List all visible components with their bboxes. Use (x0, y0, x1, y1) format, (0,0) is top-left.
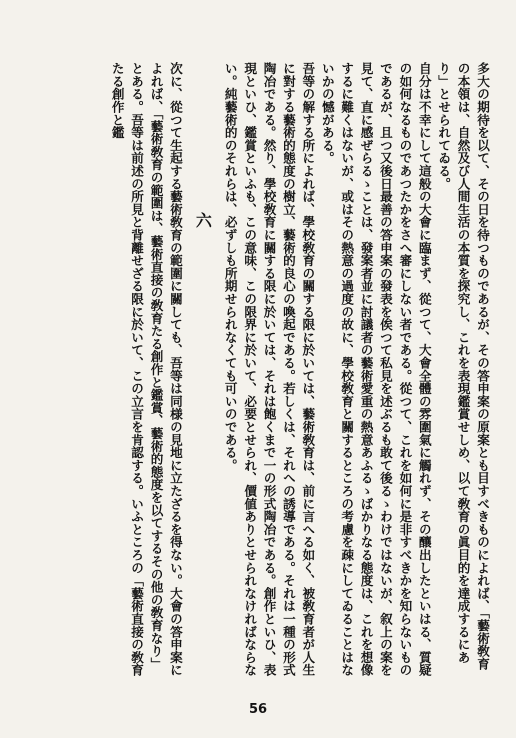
paragraph-3: 吾等の解する所によれば、學校敎育の關する限に於いては、藝術敎育は、前に言へる如く、被敎育者が人生に對する藝術的態度の樹立、藝術的良心の喚起である。若しくは、それへの誘導である。それは一種の形式陶冶である。然り、學校敎育に關する限に於いては、それは飽くまで一の形式陶冶である。創作といひ、表現といひ、鑑賞といふも、この意味、この限界に於いて、必要とせられ、價値ありとせられなければならない。純藝術的のそれらは、必ずしも所期せられなくても可いのである。 (222, 62, 316, 677)
page-number: 56 (248, 702, 268, 717)
paragraph-1: 多大の期待を以て、その日を待つものであるが、その答申案の原案とも目すべきものによれば、「藝術敎育の本領は、自然及び人間生活の本質を探究し、これを表現鑑賞せしめ、以て敎育の眞目的を達成するにあり」とせられてゐる。 (436, 62, 490, 671)
section-heading: 六 (193, 212, 213, 232)
paragraph-4: 次に、從つて生起する藝術敎育の範圍に關しても、吾等は同様の見地に立たざるを得ない。大會の答申案によれば、「藝術敎育の範圍は、藝術直接の敎育たる創作と鑑賞、藝術的態度を以てするその他の敎育なり」とある。吾等は前述の所見と背離せざる限に於いて、この立言を肯認する。いふところの「藝術直接の敎育たる創作と鑑 (109, 62, 183, 677)
paragraph-2: 自分は不幸にして這般の大會に臨まず、從つて、大會全體の雰圍氣に觸れず、その釀出したといはる、質疑の如何なるものであつたかをさへ審にしない者である。從つて、これを如何に是非すべきかを知らないものであるが、且つ又後日最善の答申案の發表を俟つて私見を述ぶるも敢て後るゝわけではないが、叙上の案を見て、直に感ぜらるゝことは、發案者並に討議者の藝術愛重の熱意あふるゝばかりなる態度は、これを想像するに難くはないが、或はその熱意の過度の故に、學校敎育と關するところの考慮を疎にしてゐることはないかの憾がある。 (319, 62, 432, 677)
vertical-text-body (17, 62, 492, 682)
